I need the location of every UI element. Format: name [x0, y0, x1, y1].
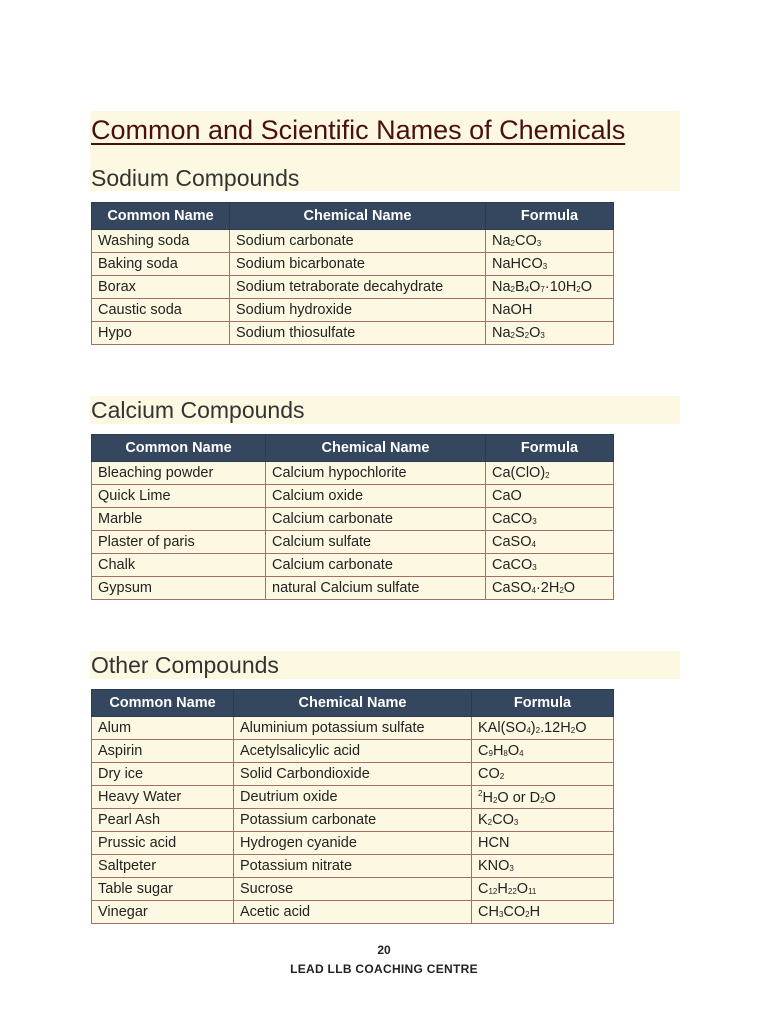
table-row	[92, 276, 614, 299]
header-common-name: Common Name	[92, 203, 230, 230]
header-formula: Formula	[486, 203, 614, 230]
section-title-other: Other Compounds	[91, 652, 279, 678]
common-name-cell: Caustic soda	[92, 299, 230, 322]
common-name-cell: Heavy Water	[92, 786, 234, 809]
table-row	[92, 763, 614, 786]
common-name-cell: Gypsum	[92, 577, 266, 600]
chemical-name-cell: Hydrogen cyanide	[234, 832, 472, 855]
table-row	[92, 717, 614, 740]
chemical-name-cell: Calcium carbonate	[266, 554, 486, 577]
table-row	[92, 740, 614, 763]
calcium-compounds-table	[91, 434, 614, 600]
sodium-compounds-table	[91, 202, 614, 345]
chemical-name-cell: Calcium hypochlorite	[266, 462, 486, 485]
common-name-cell: Table sugar	[92, 878, 234, 901]
table-row	[92, 253, 614, 276]
chemical-name-cell: Sodium tetraborate decahydrate	[230, 276, 486, 299]
common-name-cell: Prussic acid	[92, 832, 234, 855]
formula-cell: $CO_2$	[472, 763, 614, 786]
chemical-name-cell: Solid Carbondioxide	[234, 763, 472, 786]
common-name-cell: Borax	[92, 276, 230, 299]
section-title-sodium: Sodium Compounds	[91, 165, 300, 191]
common-name-cell: Chalk	[92, 554, 266, 577]
table-row	[92, 322, 614, 345]
chemical-name-cell: Sucrose	[234, 878, 472, 901]
footer-centre-name: LEAD LLB COACHING CENTRE	[290, 962, 478, 976]
formula-cell: HCN	[472, 832, 614, 855]
table-header-row	[92, 203, 614, 230]
common-name-cell: Plaster of paris	[92, 531, 266, 554]
chemical-name-cell: natural Calcium sulfate	[266, 577, 486, 600]
common-name-cell: Vinegar	[92, 901, 234, 924]
formula-cell: $C_9H_8O_4$	[472, 740, 614, 763]
header-common-name: Common Name	[92, 690, 234, 717]
header-chemical-name: Chemical Name	[266, 435, 486, 462]
formula-cell: NaOH	[486, 299, 614, 322]
table-header-row	[92, 690, 614, 717]
page-title: Common and Scientific Names of Chemicals	[91, 115, 626, 145]
chemical-name-cell: Sodium hydroxide	[230, 299, 486, 322]
formula-cell: $KAl(SO_4)_2.12H_2O$	[472, 717, 614, 740]
table-row	[92, 878, 614, 901]
table-row	[92, 554, 614, 577]
header-chemical-name: Chemical Name	[234, 690, 472, 717]
formula-cell: $Na_2CO_3$	[486, 230, 614, 253]
formula-cell: $Na_2B_4O_7\cdot 10H_2O$	[486, 276, 614, 299]
common-name-cell: Dry ice	[92, 763, 234, 786]
chemical-name-cell: Acetic acid	[234, 901, 472, 924]
common-name-cell: Alum	[92, 717, 234, 740]
table-row	[92, 577, 614, 600]
formula-cell: CaSO$_4$	[486, 531, 614, 554]
common-name-cell: Hypo	[92, 322, 230, 345]
common-name-cell: Marble	[92, 508, 266, 531]
header-common-name: Common Name	[92, 435, 266, 462]
formula-cell: $Na_2S_2O_3$	[486, 322, 614, 345]
section-title-calcium: Calcium Compounds	[91, 397, 305, 423]
common-name-cell: Aspirin	[92, 740, 234, 763]
chemical-name-cell: Acetylsalicylic acid	[234, 740, 472, 763]
chemical-name-cell: Deutrium oxide	[234, 786, 472, 809]
chemical-name-cell: Sodium carbonate	[230, 230, 486, 253]
table-header-row	[92, 435, 614, 462]
table-row	[92, 901, 614, 924]
table-row	[92, 230, 614, 253]
formula-cell: NaHCO$_3$	[486, 253, 614, 276]
header-formula: Formula	[486, 435, 614, 462]
chemical-name-cell: Calcium sulfate	[266, 531, 486, 554]
table-row	[92, 531, 614, 554]
table-row	[92, 462, 614, 485]
formula-cell: CaCO$_3$	[486, 508, 614, 531]
formula-cell: CaCO$_3$	[486, 554, 614, 577]
common-name-cell: Washing soda	[92, 230, 230, 253]
header-formula: Formula	[472, 690, 614, 717]
formula-cell: CaO	[486, 485, 614, 508]
chemical-name-cell: Potassium carbonate	[234, 809, 472, 832]
table-row	[92, 809, 614, 832]
chemical-name-cell: Sodium thiosulfate	[230, 322, 486, 345]
table-row	[92, 508, 614, 531]
common-name-cell: Saltpeter	[92, 855, 234, 878]
chemical-name-cell: Aluminium potassium sulfate	[234, 717, 472, 740]
page-number: 20	[377, 943, 391, 957]
header-chemical-name: Chemical Name	[230, 203, 486, 230]
other-compounds-table	[91, 689, 614, 924]
chemical-name-cell: Calcium oxide	[266, 485, 486, 508]
formula-cell: $KNO_3$	[472, 855, 614, 878]
formula-cell: $CaSO_4\cdot 2H_2O$	[486, 577, 614, 600]
common-name-cell: Baking soda	[92, 253, 230, 276]
chemical-name-cell: Potassium nitrate	[234, 855, 472, 878]
formula-cell: $K_2CO_3$	[472, 809, 614, 832]
table-row	[92, 786, 614, 809]
table-row	[92, 832, 614, 855]
chemical-name-cell: Calcium carbonate	[266, 508, 486, 531]
common-name-cell: Quick Lime	[92, 485, 266, 508]
table-row	[92, 485, 614, 508]
chemical-name-cell: Sodium bicarbonate	[230, 253, 486, 276]
table-row	[92, 855, 614, 878]
formula-cell: $C_{12}H_{22}O_{11}$	[472, 878, 614, 901]
formula-cell: $^2H_2O$ or $D_2O$	[472, 786, 614, 809]
common-name-cell: Pearl Ash	[92, 809, 234, 832]
table-row	[92, 299, 614, 322]
common-name-cell: Bleaching powder	[92, 462, 266, 485]
formula-cell: $Ca(ClO)_2$	[486, 462, 614, 485]
formula-cell: $CH_3CO_2H$	[472, 901, 614, 924]
